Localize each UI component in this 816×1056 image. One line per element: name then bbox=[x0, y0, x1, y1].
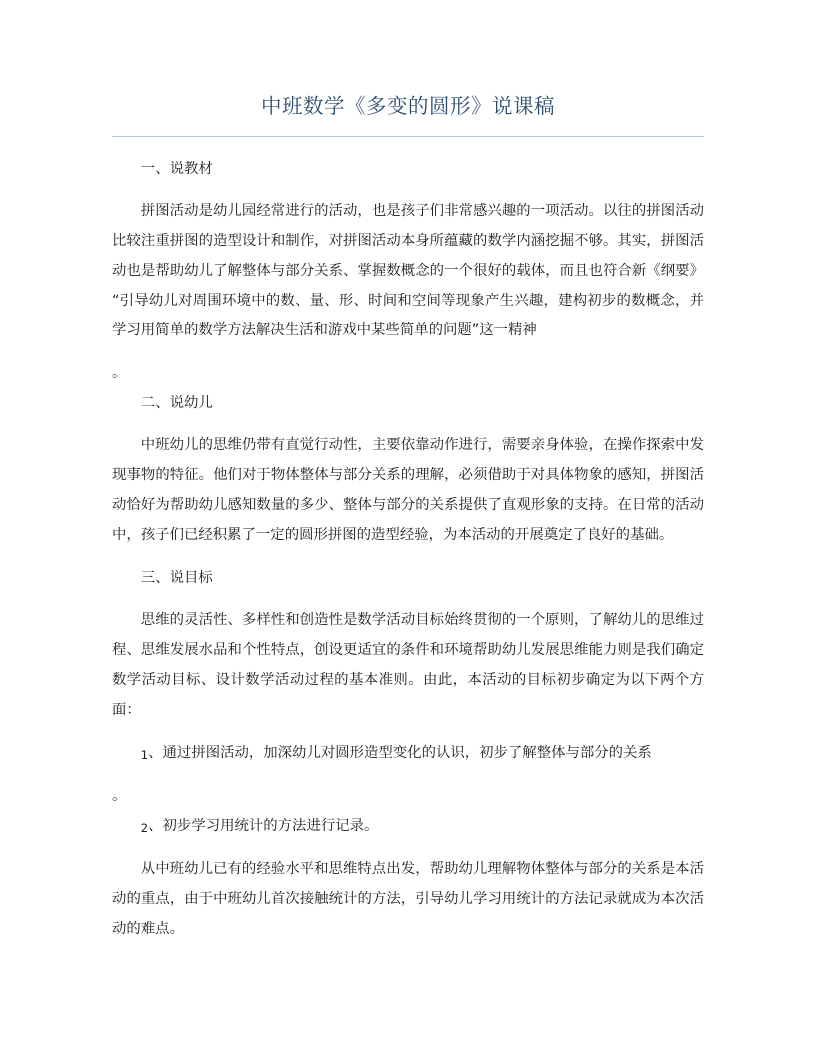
objective-text-2: 初步学习用统计的方法进行记录。 bbox=[162, 817, 379, 834]
section-paragraph-2: 中班幼儿的思维仍带有直觉行动性，主要依靠动作进行，需要亲身体验，在操作探索中发现事物的特征。他们对于物体整体与部分关系的理解，必须借助于对具体物象的感知，拼图活动恰好为帮助幼儿感知数量的多少、整体与部分的关系提供了直观形象的支持。在日常的活动中，孩子们已经积累了一定的圆形拼图的造型经验，为本活动的开展奠定了良好的基础。 bbox=[112, 437, 704, 544]
objective-marker-1: 1 bbox=[140, 747, 149, 762]
section-heading-3: 三、说目标 bbox=[140, 570, 213, 587]
objective-separator-2: 、 bbox=[148, 817, 163, 834]
objective-item-2 bbox=[112, 812, 704, 855]
section-heading-1: 一、说教材 bbox=[140, 160, 213, 177]
orphan-punctuation-2: 。 bbox=[112, 787, 127, 804]
section-paragraph-1: 拼图活动是幼儿园经常进行的活动，也是孩子们非常感兴趣的一项活动。以往的拼图活动比较注重拼图的造型设计和制作，对拼图活动本身所蕴藏的数学内涵挖掘不够。其实，拼图活动也是帮助幼儿了解整体与部分关系、掌握数概念的一个很好的载体，而且也符合新《纲要》“引导幼儿对周围环境中的数、量、形、时间和空间等现象产生兴趣，建构初步的数概念，并学习用简单的数学方法解决生活和游戏中某些简单的问题”这一精神 bbox=[112, 202, 704, 339]
objective-item-1 bbox=[112, 739, 704, 782]
objective-separator-1: 、 bbox=[148, 744, 163, 761]
section-heading-2: 二、说幼儿 bbox=[140, 395, 213, 412]
document-body bbox=[112, 155, 704, 958]
title-divider bbox=[112, 136, 704, 137]
section-paragraph-3: 思维的灵活性、多样性和创造性是数学活动目标始终贯彻的一个原则，了解幼儿的思维过程、思维发展水品和个性特点，创设更适宜的条件和环境帮助幼儿发展思维能力则是我们确定数学活动目标、设计数学活动过程的基本准则。由此，本活动的目标初步确定为以下两个方面： bbox=[112, 612, 704, 718]
objective-marker-2: 2 bbox=[140, 820, 149, 835]
orphan-punctuation-1: 。 bbox=[112, 365, 127, 382]
objective-text-1: 通过拼图活动，加深幼儿对圆形造型变化的认识，初步了解整体与部分的关系 bbox=[162, 744, 652, 761]
page-title: 中班数学《多变的圆形》说课稿 bbox=[261, 94, 555, 118]
closing-paragraph: 从中班幼儿已有的经验水平和思维特点出发，帮助幼儿理解物体整体与部分的关系是本活动的重点，由于中班幼儿首次接触统计的方法，引导幼儿学习用统计的方法记录就成为本次活动的难点。 bbox=[112, 860, 704, 937]
page-content-area bbox=[112, 0, 704, 958]
